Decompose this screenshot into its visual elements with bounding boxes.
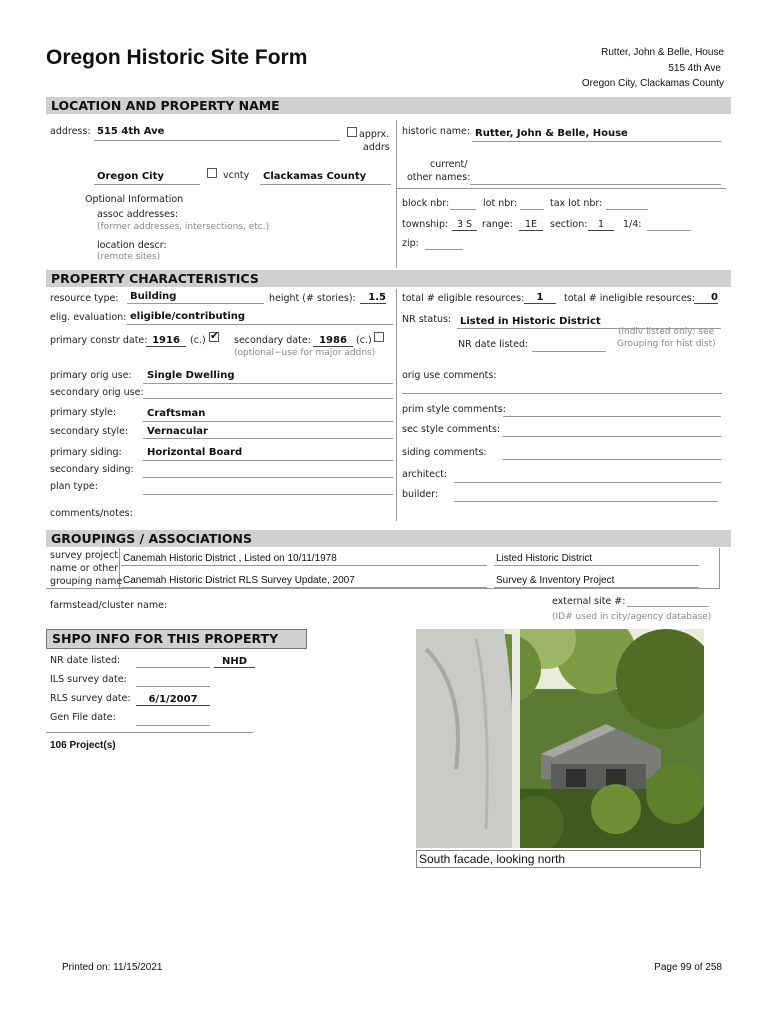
range-label: range: <box>482 219 513 230</box>
total-eligible-value[interactable]: 1 <box>524 292 556 304</box>
range-value[interactable]: 1E <box>519 219 543 231</box>
secondary-style-value[interactable]: Vernacular <box>147 426 208 437</box>
location-section-header: LOCATION AND PROPERTY NAME <box>46 97 731 114</box>
height-value[interactable]: 1.5 <box>360 292 386 304</box>
elig-eval-value[interactable]: eligible/contributing <box>130 311 246 322</box>
prim-style-comments-field[interactable] <box>503 416 721 417</box>
primary-constr-label: primary constr date: <box>50 335 148 346</box>
sec-style-comments-field[interactable] <box>503 436 721 437</box>
total-ineligible-value[interactable]: 0 <box>694 292 718 304</box>
block-nbr-field[interactable] <box>450 209 476 210</box>
secondary-c-label: (c.) <box>356 335 372 346</box>
zip-label: zip: <box>402 238 419 249</box>
property-section-header: PROPERTY CHARACTERISTICS <box>46 270 731 287</box>
address-label: address: <box>50 126 91 137</box>
primary-siding-label: primary siding: <box>50 447 122 458</box>
total-eligible-label: total # eligible resources: <box>402 293 525 304</box>
ils-survey-label: ILS survey date: <box>50 674 127 685</box>
indiv-hint-2: Grouping for hist dist) <box>617 339 716 349</box>
elig-eval-underline <box>127 324 393 325</box>
lot-nbr-field[interactable] <box>520 209 544 210</box>
city-value[interactable]: Oregon City <box>97 171 164 182</box>
primary-constr-value[interactable]: 1916 <box>146 335 186 347</box>
photo-caption: South facade, looking north <box>416 850 701 868</box>
other-names-underline <box>470 184 721 185</box>
external-site-field[interactable] <box>627 606 709 607</box>
shpo-nr-date-label: NR date listed: <box>50 655 121 666</box>
property-divider <box>396 289 397 521</box>
secondary-siding-field[interactable] <box>143 477 393 478</box>
township-label: township: <box>402 219 449 230</box>
gen-file-field[interactable] <box>136 725 210 726</box>
secondary-orig-use-label: secondary orig use: <box>50 387 144 398</box>
secondary-date-label: secondary date: <box>234 335 311 346</box>
secondary-style-underline <box>143 438 393 439</box>
county-value[interactable]: Clackamas County <box>263 171 367 182</box>
architect-field[interactable] <box>454 482 721 483</box>
external-site-hint: (ID# used in city/agency database) <box>552 612 712 622</box>
tax-lot-nbr-field[interactable] <box>606 209 648 210</box>
grouping-row-2-name: Canemah Historic District RLS Survey Update, 2007 <box>123 575 355 586</box>
block-nbr-label: block nbr: <box>402 198 450 209</box>
primary-style-value[interactable]: Craftsman <box>147 408 206 419</box>
prim-style-comments-label: prim style comments: <box>402 404 506 415</box>
elig-eval-label: elig. evaluation: <box>50 312 127 323</box>
primary-style-label: primary style: <box>50 407 117 418</box>
assoc-addresses-label: assoc addresses: <box>97 209 179 220</box>
header-address: 515 4th Ave <box>668 63 721 74</box>
external-site-label: external site #: <box>552 596 626 607</box>
form-title: Oregon Historic Site Form <box>46 46 308 69</box>
quarter-field[interactable] <box>647 230 691 231</box>
address-underline <box>94 140 340 141</box>
shpo-rule <box>46 732 253 733</box>
property-photo <box>416 629 704 848</box>
grouping-row-2-name-underline <box>121 587 487 588</box>
survey-label-3: grouping name <box>50 576 123 587</box>
tax-lot-nbr-label: tax lot nbr: <box>550 198 603 209</box>
county-underline <box>260 184 391 185</box>
siding-comments-label: siding comments: <box>402 447 487 458</box>
comments-notes-label: comments/notes: <box>50 508 133 519</box>
resource-type-value[interactable]: Building <box>130 291 177 302</box>
nr-date-listed-field[interactable] <box>532 351 606 352</box>
gen-file-label: Gen File date: <box>50 712 116 723</box>
other-names-label: other names: <box>407 172 471 183</box>
grouping-row-1-type-underline <box>494 565 699 566</box>
location-divider <box>396 120 397 268</box>
primary-c-label: (c.) <box>190 335 206 346</box>
location-descr-label: location descr: <box>97 240 167 251</box>
header-site-name: Rutter, John & Belle, House <box>601 47 724 58</box>
primary-siding-underline <box>143 460 393 461</box>
shpo-section-header: SHPO INFO FOR THIS PROPERTY <box>46 629 307 649</box>
survey-label-1: survey project <box>50 550 118 561</box>
historic-name-label: historic name: <box>402 126 471 137</box>
vicinity-checkbox[interactable] <box>207 168 217 178</box>
indiv-hint-1: (indiv listed only; see <box>618 327 715 337</box>
lot-nbr-label: lot nbr: <box>483 198 518 209</box>
primary-circa-checkbox[interactable] <box>209 332 219 342</box>
grouping-row-1-type: Listed Historic District <box>496 553 593 564</box>
location-descr-hint: (remote sites) <box>97 252 161 262</box>
secondary-circa-checkbox[interactable] <box>374 332 384 342</box>
addrs-label: addrs <box>363 142 390 153</box>
secondary-siding-label: secondary siding: <box>50 464 134 475</box>
groupings-section-header: GROUPINGS / ASSOCIATIONS <box>46 530 731 547</box>
secondary-style-label: secondary style: <box>50 426 129 437</box>
grouping-row-2-type-underline <box>494 587 699 588</box>
house-photo-illustration <box>416 629 704 848</box>
nr-status-label: NR status: <box>402 314 452 325</box>
primary-siding-value[interactable]: Horizontal Board <box>147 447 243 458</box>
printed-on: Printed on: 11/15/2021 <box>62 962 163 973</box>
farmstead-label: farmstead/cluster name: <box>50 600 168 611</box>
grouping-row-1-name-underline <box>121 565 487 566</box>
optional-info-label: Optional Information <box>85 194 184 205</box>
nr-status-value[interactable]: Listed in Historic District <box>460 316 601 327</box>
assoc-addresses-hint: (former addresses, intersections, etc.) <box>97 222 270 232</box>
approx-label: apprx. <box>359 129 390 140</box>
shpo-nr-date-field[interactable] <box>136 667 210 668</box>
address-value[interactable]: 515 4th Ave <box>97 126 165 137</box>
vcnty-label: vcnty <box>223 170 250 181</box>
siding-comments-field[interactable] <box>503 459 721 460</box>
resource-type-label: resource type: <box>50 293 119 304</box>
builder-label: builder: <box>402 489 439 500</box>
resource-type-underline <box>127 303 264 304</box>
height-label: height (# stories): <box>269 293 356 304</box>
current-label: current/ <box>430 159 468 170</box>
nr-date-listed-label: NR date listed: <box>458 339 529 350</box>
grouping-row-1-name: Canemah Historic District , Listed on 10/11/1978 <box>123 553 337 564</box>
ils-survey-field[interactable] <box>136 686 210 687</box>
location-rule <box>396 188 726 189</box>
section-value[interactable]: 1 <box>588 219 614 231</box>
total-ineligible-label: total # ineligible resources: <box>564 293 695 304</box>
builder-field[interactable] <box>454 501 718 502</box>
plan-type-field[interactable] <box>143 494 393 495</box>
secondary-date-hint: (optional−use for major addns) <box>234 348 376 358</box>
zip-field[interactable] <box>425 249 463 250</box>
secondary-date-value[interactable]: 1986 <box>313 335 353 347</box>
primary-style-underline <box>143 421 393 422</box>
city-underline <box>94 184 200 185</box>
sec-style-comments-label: sec style comments: <box>402 424 501 435</box>
quarter-label: 1/4: <box>623 219 642 230</box>
rls-survey-label: RLS survey date: <box>50 693 131 704</box>
historic-name-underline <box>472 141 721 142</box>
page-number: Page 99 of 258 <box>654 962 722 973</box>
secondary-orig-use-field[interactable] <box>143 398 393 399</box>
architect-label: architect: <box>402 469 448 480</box>
primary-orig-use-value[interactable]: Single Dwelling <box>147 370 235 381</box>
orig-use-comments-label: orig use comments: <box>402 370 497 381</box>
header-city-county: Oregon City, Clackamas County <box>581 78 724 89</box>
historic-name-value[interactable]: Rutter, John & Belle, House <box>475 128 628 139</box>
rls-survey-value[interactable]: 6/1/2007 <box>136 694 210 706</box>
section-label: section: <box>550 219 588 230</box>
grouping-row-2-type: Survey & Inventory Project <box>496 575 615 586</box>
plan-type-label: plan type: <box>50 481 98 492</box>
orig-use-comments-field[interactable] <box>402 393 722 394</box>
township-value[interactable]: 3 S <box>452 219 477 231</box>
primary-orig-use-underline <box>143 383 393 384</box>
primary-orig-use-label: primary orig use: <box>50 370 132 381</box>
survey-label-2: name or other <box>50 563 119 574</box>
shpo-nr-code: NHD <box>214 656 255 668</box>
project-106-label: 106 Project(s) <box>50 740 116 751</box>
approx-address-checkbox[interactable] <box>347 127 357 137</box>
